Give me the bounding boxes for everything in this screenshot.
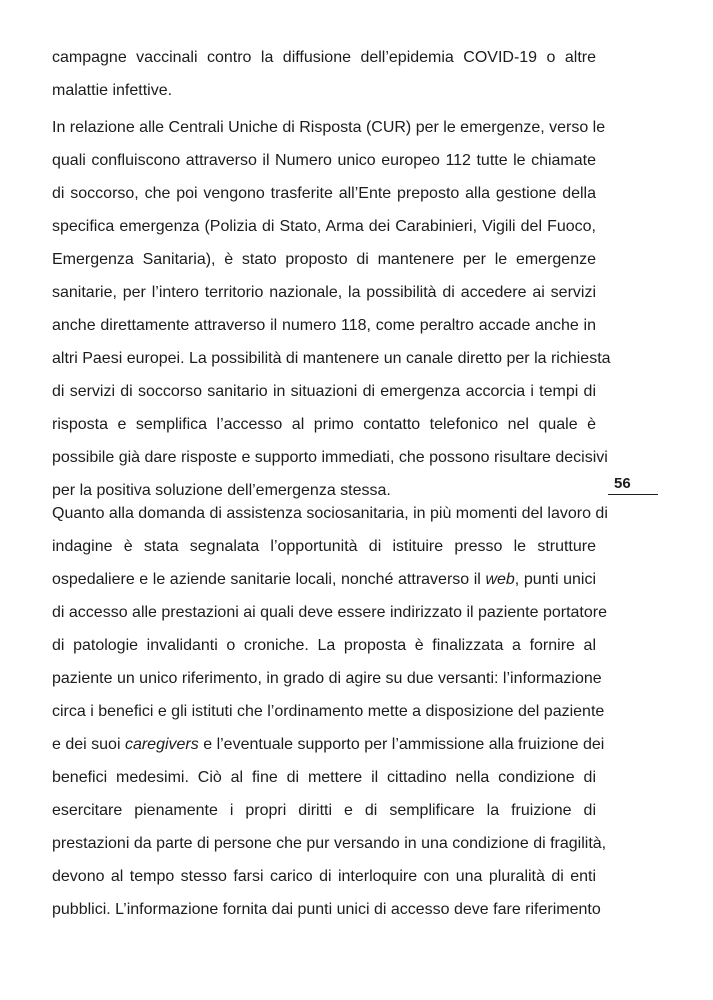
text-line: campagne vaccinali contro la diffusione dell’epidemia COVID-19 o altre: [52, 49, 596, 66]
text-line: di accesso alle prestazioni ai quali deve essere indirizzato il paziente portatore: [52, 604, 607, 621]
paragraph-vaccine-campaigns: [52, 41, 596, 107]
text-line: [52, 563, 596, 596]
text-segment: e l’eventuale supporto per l’ammissione alla fruizione dei: [203, 736, 605, 753]
text-line: quali confluiscono attraverso il Numero unico europeo 112 tutte le chiamate: [52, 152, 596, 169]
text-line: di servizi di soccorso sanitario in situazioni di emergenza accorcia i tempi di: [52, 383, 596, 400]
text-line: devono al tempo stesso farsi carico di interloquire con una pluralità di enti: [52, 868, 596, 885]
text-line: specifica emergenza (Polizia di Stato, Arma dei Carabinieri, Vigili del Fuoco,: [52, 218, 596, 235]
text-line: risposta e semplifica l’accesso al primo contatto telefonico nel quale è: [52, 416, 596, 433]
text-line: benefici medesimi. Ciò al fine di mettere il cittadino nella condizione di: [52, 769, 596, 786]
paragraph-social-health-assistance: [52, 497, 608, 926]
text-line: prestazioni da parte di persone che pur versando in una condizione di fragilità,: [52, 835, 607, 852]
text-line: paziente un unico riferimento, in grado di agire su due versanti: l’informazione: [52, 670, 602, 687]
page-number: 56: [614, 475, 631, 492]
text-line: indagine è stata segnalata l’opportunità di istituire presso le strutture: [52, 538, 596, 555]
text-line: altri Paesi europei. La possibilità di mantenere un canale diretto per la richiesta: [52, 350, 611, 367]
text-segment: e dei suoi: [52, 736, 121, 753]
text-line: anche direttamente attraverso il numero 118, come peraltro accade anche in: [52, 317, 596, 334]
text-segment: ospedaliere e le aziende sanitarie locali, nonché attraverso il: [52, 571, 481, 588]
text-line: per la positiva soluzione dell’emergenza stessa.: [52, 482, 391, 499]
text-line: In relazione alle Centrali Uniche di Risposta (CUR) per le emergenze, verso le: [52, 119, 606, 136]
text-line: [52, 728, 605, 761]
text-line: di soccorso, che poi vengono trasferite all’Ente preposto alla gestione della: [52, 185, 596, 202]
text-line: esercitare pienamente i propri diritti e di semplificare la fruizione di: [52, 802, 596, 819]
text-line: circa i benefici e gli istituti che l’ordinamento mette a disposizione del paziente: [52, 703, 605, 720]
text-line: possibile già dare risposte e supporto immediati, che possono risultare decisivi: [52, 449, 608, 466]
text-line: sanitarie, per l’intero territorio nazionale, la possibilità di accedere ai servizi: [52, 284, 596, 301]
text-line: Quanto alla domanda di assistenza sociosanitaria, in più momenti del lavoro di: [52, 505, 608, 522]
page-number-rule: [608, 494, 658, 495]
text-line: di patologie invalidanti o croniche. La proposta è finalizzata a fornire al: [52, 637, 596, 654]
text-line: pubblici. L’informazione fornita dai punti unici di accesso deve fare riferimento: [52, 901, 601, 918]
text-line: malattie infettive.: [52, 82, 173, 99]
text-segment-italic: web: [485, 571, 515, 588]
paragraph-emergency-call-centers: [52, 111, 611, 507]
text-line: Emergenza Sanitaria), è stato proposto di mantenere per le emergenze: [52, 251, 596, 268]
text-segment-italic: caregivers: [124, 736, 199, 753]
text-segment: , punti unici: [514, 571, 596, 588]
